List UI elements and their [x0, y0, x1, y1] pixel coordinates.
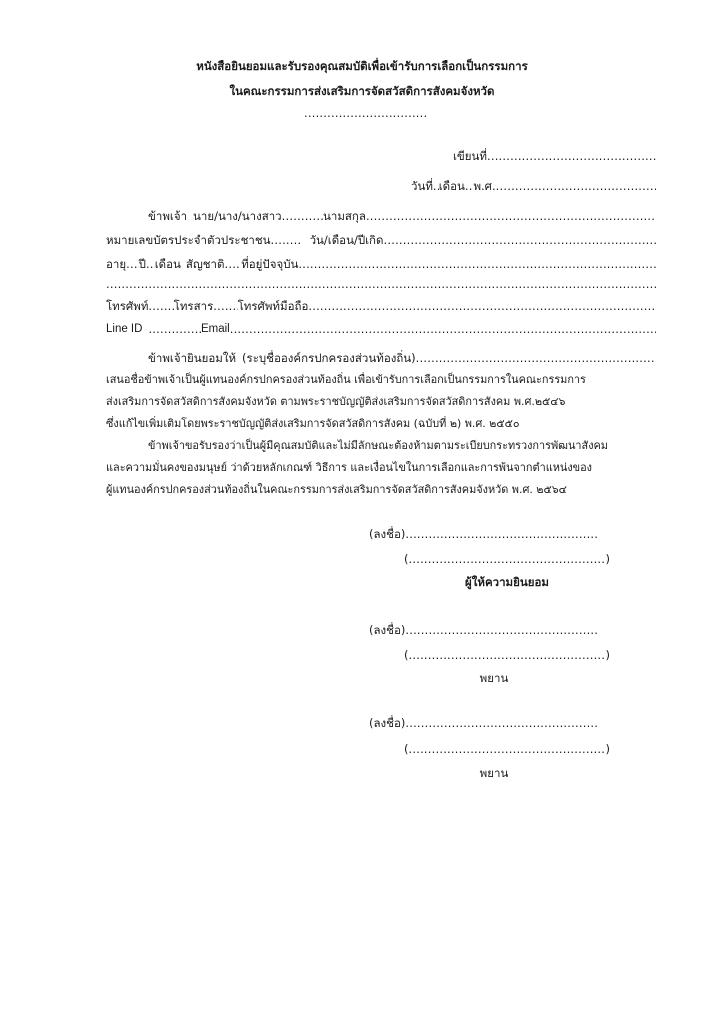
fax-label: โทรสาร	[173, 299, 214, 313]
close-paren: )	[605, 552, 610, 566]
email-label: Email	[200, 323, 230, 335]
address-blank[interactable]	[298, 256, 656, 272]
month-blank[interactable]	[465, 178, 474, 194]
close-paren: )	[605, 648, 610, 662]
written-at-blank[interactable]	[487, 148, 656, 164]
birthdate-blank[interactable]	[384, 232, 657, 248]
sign-label: (ลงชื่อ)	[369, 527, 406, 541]
signature-row-witness-2	[369, 715, 598, 731]
written-at-label: เขียนที่	[453, 149, 487, 163]
signature-blank[interactable]	[405, 526, 598, 542]
address-label: ที่อยู่ปัจจุบัน	[241, 257, 299, 271]
signature-row-consenter	[369, 526, 598, 542]
age-label: อายุ	[106, 257, 127, 271]
sign-label: (ลงชื่อ)	[369, 623, 406, 637]
id-card-blank[interactable]	[271, 232, 302, 248]
sign-label: (ลงชื่อ)	[369, 716, 406, 730]
date-row	[411, 178, 656, 194]
month-label: เดือน	[438, 179, 465, 193]
age-month-label: เดือน	[154, 257, 181, 271]
open-paren: (	[404, 742, 409, 756]
witness-2-role: พยาน	[479, 766, 509, 780]
printed-name-blank[interactable]	[409, 647, 606, 663]
line-id-blank[interactable]	[148, 321, 201, 337]
id-card-label: หมายเลขบัตรประจำตัวประชาชน	[106, 233, 271, 247]
signature-blank[interactable]	[405, 715, 598, 731]
org-name-hint: (ระบุชื่อองค์กรปกครองส่วนท้องถิ่น)	[242, 351, 416, 365]
surname-blank[interactable]	[366, 208, 656, 224]
fax-blank[interactable]	[213, 298, 237, 314]
i-label: ข้าพเจ้า	[148, 209, 188, 223]
province-blank[interactable]	[304, 105, 428, 121]
signature-blank[interactable]	[405, 622, 598, 638]
printed-name-blank[interactable]	[409, 741, 606, 757]
day-label: วันที่	[411, 179, 433, 193]
title-options: นาย/นาง/นางสาว	[193, 209, 282, 223]
line-id-label: Line ID	[106, 323, 143, 335]
certify-line-3: ผู้แทนองค์กรปกครองส่วนท้องถิ่นในคณะกรรมการส่งเสริมการจัดสวัสดิการสังคมจังหวัด พ.ศ. ๒๕๖๔	[106, 483, 567, 496]
witness-1-role: พยาน	[479, 671, 509, 685]
phone-blank[interactable]	[148, 298, 173, 314]
consent-line-1	[148, 350, 656, 366]
phone-row	[106, 298, 656, 314]
contact-row	[106, 321, 656, 337]
nationality-label: สัญชาติ	[185, 257, 225, 271]
consent-line-4: ซึ่งแก้ไขเพิ่มเติมโดยพระราชบัญญัติส่งเสริมการจัดสวัสดิการสังคม (ฉบับที่ ๒) พ.ศ. ๒๕๕๐	[106, 417, 520, 430]
year-label: พ.ศ.	[473, 179, 496, 193]
certify-line-1: ข้าพเจ้าขอรับรองว่าเป็นผู้มีคุณสมบัติและไม่มีลักษณะต้องห้ามตามระเบียบกระทรวงการพัฒนาสังคม	[148, 439, 608, 452]
phone-label: โทรศัพท์	[106, 299, 149, 313]
open-paren: (	[404, 552, 409, 566]
age-row	[106, 256, 656, 272]
certify-line-2: และความมั่นคงของมนุษย์ ว่าด้วยหลักเกณฑ์ วิธีการ และเงื่อนไขในการเลือกและการพ้นจากตำแหน่งของ	[106, 461, 592, 474]
year-blank[interactable]	[496, 178, 656, 194]
printed-name-row-witness-1	[404, 647, 610, 663]
open-paren: (	[404, 648, 409, 662]
age-blank[interactable]	[126, 256, 139, 272]
mobile-blank[interactable]	[308, 298, 656, 314]
age-month-blank[interactable]	[146, 256, 155, 272]
mobile-label: โทรศัพท์มือถือ	[237, 299, 309, 313]
written-at-row	[453, 148, 656, 164]
surname-label: นามสกุล	[323, 209, 366, 223]
consent-intro: ข้าพเจ้ายินยอมให้	[148, 351, 237, 365]
address-continuation-row[interactable]	[106, 276, 656, 292]
consent-line-2: เสนอชื่อข้าพเจ้าเป็นผู้แทนองค์กรปกครองส่วนท้องถิ่น เพื่อเข้ารับการเลือกเป็นกรรมการในคณะกรรมการ	[106, 373, 586, 386]
email-blank[interactable]	[230, 321, 656, 337]
first-name-blank[interactable]	[282, 208, 323, 224]
id-row	[106, 232, 656, 248]
consent-line-3: ส่งเสริมการจัดสวัสดิการสังคมจังหวัด ตามพระราชบัญญัติส่งเสริมการจัดสวัสดิการสังคม พ.ศ.๒๕๔๖	[106, 395, 566, 408]
birthdate-label: วัน/เดือน/ปีเกิด	[309, 233, 384, 247]
name-row	[148, 208, 656, 224]
printed-name-row-consenter	[404, 551, 610, 567]
printed-name-blank[interactable]	[409, 551, 606, 567]
age-year-label: ปี	[138, 257, 146, 271]
title-line-1: หนังสือยินยอมและรับรองคุณสมบัติเพื่อเข้ารับการเลือกเป็นกรรมการ	[196, 59, 528, 73]
consenter-role: ผู้ให้ความยินยอม	[465, 575, 549, 589]
nationality-blank[interactable]	[224, 256, 241, 272]
close-paren: )	[605, 742, 610, 756]
printed-name-row-witness-2	[404, 741, 610, 757]
org-name-blank[interactable]	[416, 350, 656, 366]
signature-row-witness-1	[369, 622, 598, 638]
title-line-2: ในคณะกรรมการส่งเสริมการจัดสวัสดิการสังคมจังหวัด	[229, 84, 495, 98]
